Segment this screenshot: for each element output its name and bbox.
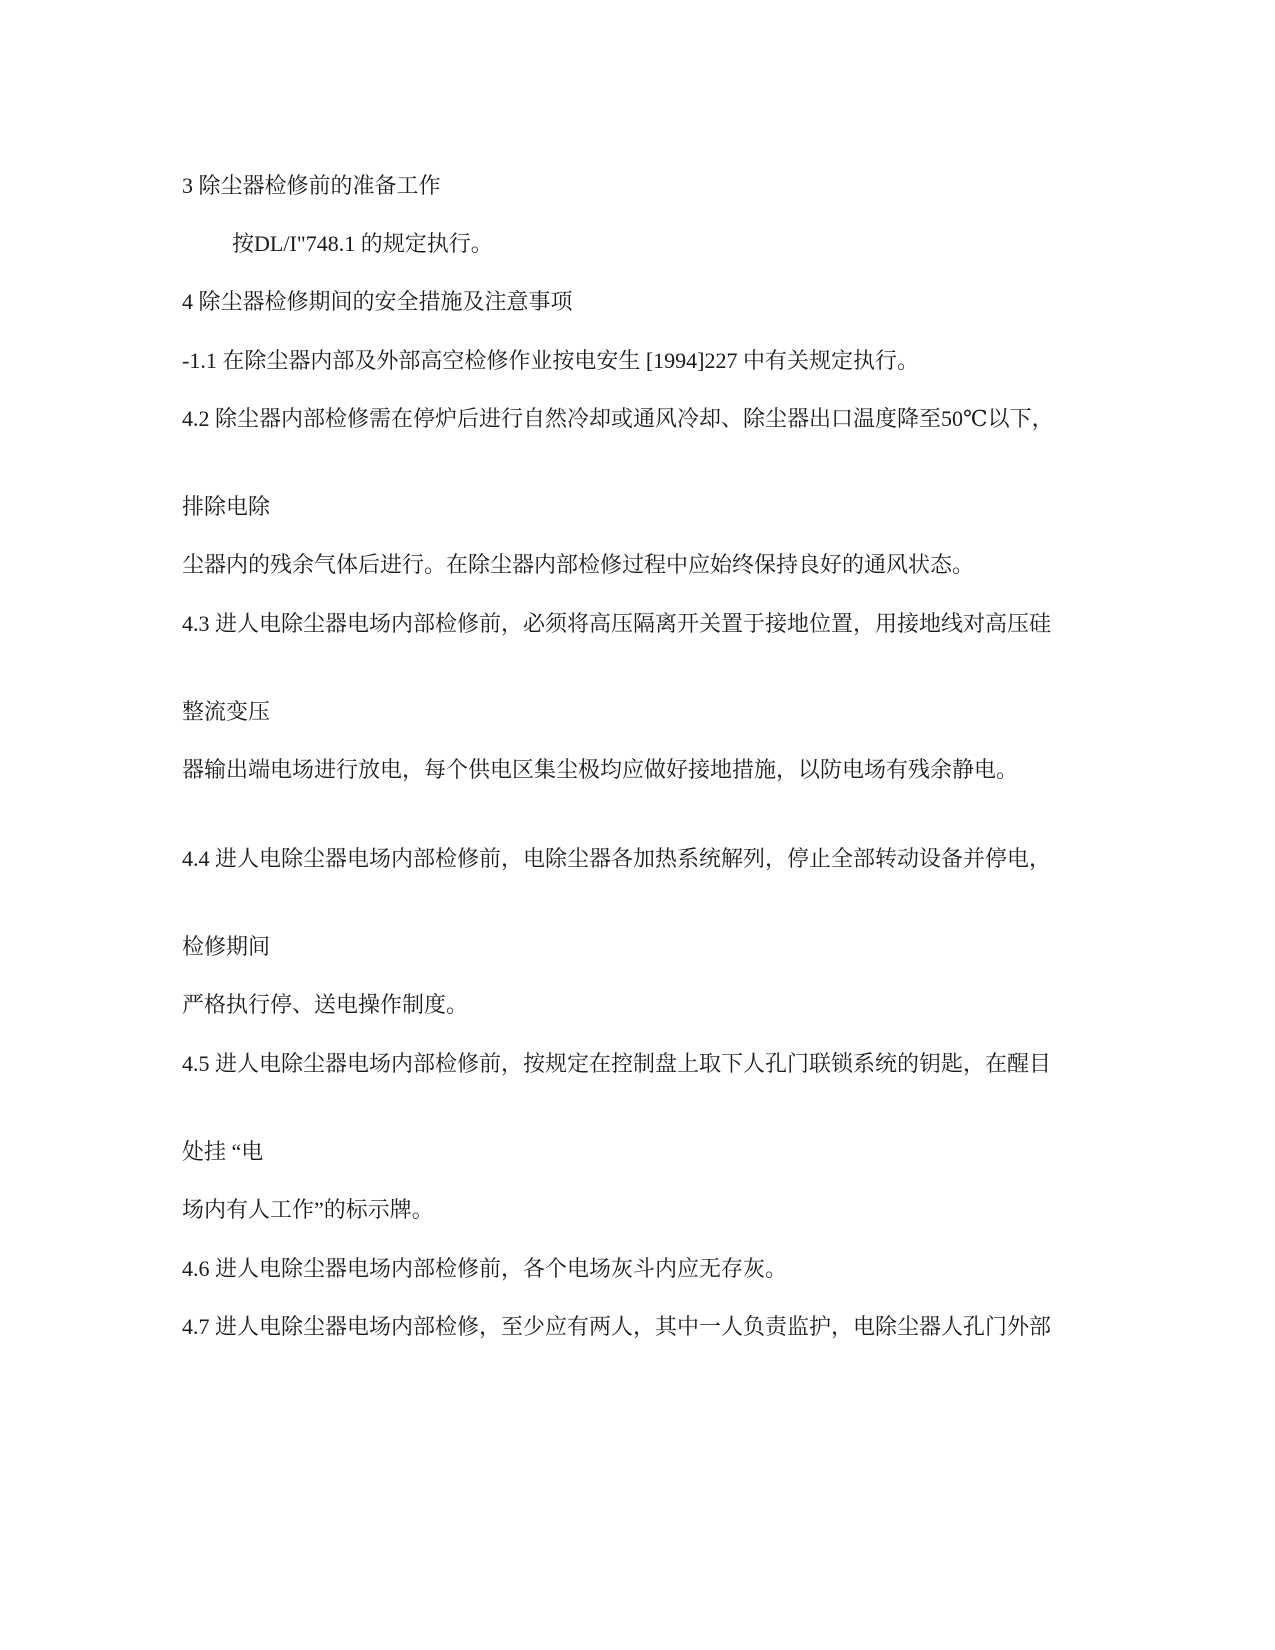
paragraph-3-body: 按DL/I"748.1 的规定执行。 bbox=[232, 231, 493, 256]
paragraph-4-5-cont-a: 处挂 “电 bbox=[182, 1139, 264, 1164]
paragraph-4-3: 4.3 进人电除尘器电场内部检修前，必须将高压隔离开关置于接地位置，用接地线对高压硅 bbox=[182, 611, 1052, 636]
paragraph-4-5: 4.5 进人电除尘器电场内部检修前，按规定在控制盘上取下人孔门联锁系统的钥匙，在醒目 bbox=[182, 1051, 1052, 1076]
paragraph-4-5-cont-b: 场内有人工作”的标示牌。 bbox=[182, 1197, 434, 1222]
paragraph-4-2-cont-a: 排除电除 bbox=[182, 494, 271, 519]
paragraph-4-2-cont-b: 尘器内的残余气体后进行。在除尘器内部检修过程中应始终保持良好的通风状态。 bbox=[182, 552, 975, 577]
section-heading-4: 4 除尘器检修期间的安全措施及注意事项 bbox=[182, 289, 573, 314]
section-heading-3: 3 除尘器检修前的准备工作 bbox=[182, 173, 441, 198]
paragraph-4-4-cont-b: 严格执行停、送电操作制度。 bbox=[182, 992, 469, 1017]
paragraph-4-4: 4.4 进人电除尘器电场内部检修前，电除尘器各加热系统解列，停止全部转动设备并停电， bbox=[182, 846, 1052, 871]
paragraph-4-2: 4.2 除尘器内部检修需在停炉后进行自然冷却或通风冷却、除尘器出口温度降至50℃以下， bbox=[182, 406, 1054, 431]
paragraph-4-7: 4.7 进人电除尘器电场内部检修，至少应有两人，其中一人负责监护，电除尘器人孔门外部 bbox=[182, 1314, 1052, 1339]
paragraph-4-6: 4.6 进人电除尘器电场内部检修前，各个电场灰斗内应无存灰。 bbox=[182, 1256, 788, 1281]
paragraph-4-4-cont-a: 检修期间 bbox=[182, 934, 271, 959]
paragraph-4-3-cont-b: 器输出端电场进行放电，每个供电区集尘极均应做好接地措施，以防电场有残余静电。 bbox=[182, 757, 1019, 782]
paragraph-4-3-cont-a: 整流变压 bbox=[182, 699, 271, 724]
paragraph-4-1: -1.1 在除尘器内部及外部高空检修作业按电安生 [1994]227 中有关规定执行。 bbox=[182, 348, 919, 373]
